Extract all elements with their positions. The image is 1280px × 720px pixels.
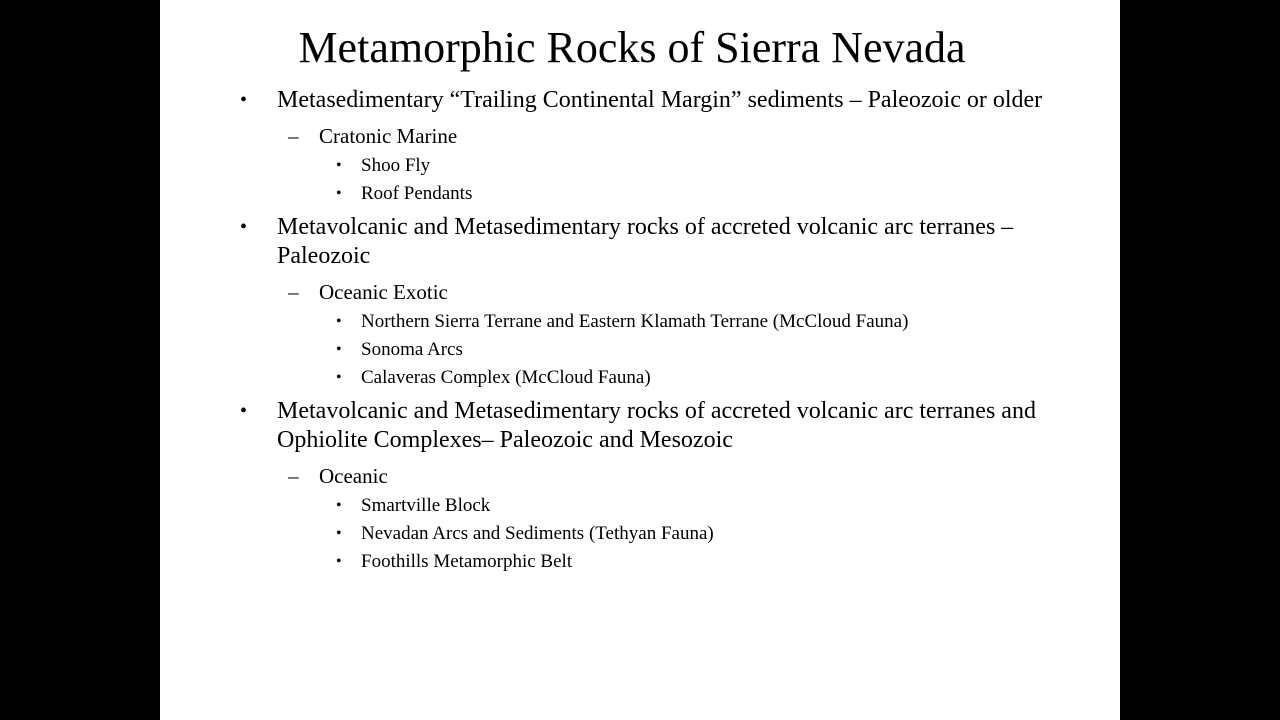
bullet-text: Shoo Fly — [361, 154, 431, 176]
bullet-text: Nevadan Arcs and Sediments (Tethyan Fauna) — [361, 522, 714, 544]
dash-marker: – — [288, 463, 299, 488]
bullet-level-3 — [160, 339, 1120, 361]
slide-body — [160, 86, 1120, 581]
bullet-marker: • — [336, 524, 342, 542]
bullet-text: Cratonic Marine — [319, 123, 458, 148]
bullet-text: Metavolcanic and Metasedimentary rocks of accreted volcanic arc terranes and Ophiolite Complexes– Paleozoic and Mesozoic — [277, 397, 1036, 453]
bullet-marker: • — [336, 312, 342, 330]
bullet-marker: • — [336, 368, 342, 386]
section-paleozoic-or-older — [160, 86, 1120, 205]
bullet-text: Metasedimentary “Trailing Continental Margin” sediments – Paleozoic or older — [277, 87, 1043, 113]
bullet-text: Sonoma Arcs — [361, 338, 463, 360]
bullet-level-3 — [160, 311, 1120, 333]
dash-marker: – — [288, 279, 299, 304]
section-paleozoic-and-mesozoic — [160, 397, 1120, 573]
bullet-marker: • — [240, 399, 248, 422]
bullet-level-3 — [160, 523, 1120, 545]
bullet-level-2 — [160, 279, 1120, 305]
dash-marker: – — [288, 123, 299, 148]
bullet-level-3 — [160, 551, 1120, 573]
bullet-marker: • — [336, 496, 342, 514]
bullet-text: Oceanic — [319, 463, 388, 488]
bullet-text: Oceanic Exotic — [319, 279, 448, 304]
bullet-level-2 — [160, 463, 1120, 489]
bullet-level-2 — [160, 123, 1120, 149]
section-paleozoic — [160, 213, 1120, 389]
bullet-text: Smartville Block — [361, 494, 491, 516]
bullet-marker: • — [336, 552, 342, 570]
bullet-text: Northern Sierra Terrane and Eastern Klamath Terrane (McCloud Fauna) — [361, 310, 909, 332]
bullet-level-1 — [160, 86, 1120, 116]
bullet-marker: • — [336, 340, 342, 358]
bullet-marker: • — [240, 215, 248, 238]
bullet-level-1 — [160, 397, 1120, 456]
bullet-text: Calaveras Complex (McCloud Fauna) — [361, 366, 651, 388]
bullet-level-1 — [160, 213, 1120, 272]
bullet-level-3 — [160, 155, 1120, 177]
bullet-text: Foothills Metamorphic Belt — [361, 550, 573, 572]
bullet-level-3 — [160, 367, 1120, 389]
bullet-marker: • — [336, 184, 342, 202]
slide-title: Metamorphic Rocks of Sierra Nevada — [298, 23, 966, 72]
slide — [160, 0, 1120, 720]
bullet-marker: • — [240, 89, 248, 111]
bullet-text: Roof Pendants — [361, 182, 473, 204]
bullet-marker: • — [336, 156, 342, 174]
bullet-level-3 — [160, 495, 1120, 517]
bullet-level-3 — [160, 183, 1120, 205]
bullet-text: Metavolcanic and Metasedimentary rocks of accreted volcanic arc terranes – Paleozoic — [277, 213, 1014, 269]
